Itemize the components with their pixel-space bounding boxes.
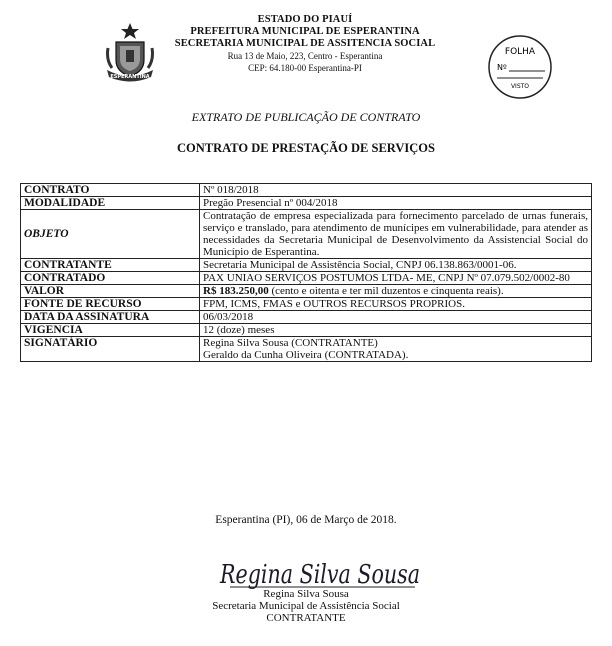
signer-role: CONTRATANTE <box>266 612 346 624</box>
table-row <box>21 298 592 311</box>
municipal-crest-logo <box>104 22 156 84</box>
row-label: VIGENCIA <box>21 324 200 337</box>
row-label: SIGNATÁRIO <box>21 337 200 362</box>
row-label: VALOR <box>21 285 200 298</box>
row-value: 06/03/2018 <box>200 311 592 324</box>
signature-script: Regina Silva Sousa <box>219 560 420 590</box>
signatario-contratante: Regina Silva Sousa (CONTRATANTE) <box>203 337 378 349</box>
row-value: Contratação de empresa especializada para fornecimento parcelado de urnas funerais, serviço e translado, para atendimento de munícipes em vulnerabilidade, para atender as necessidades da Secretaria Municipal de Desenvolvimento da Assistencial Social do Município de Esperantina. <box>200 210 592 259</box>
header-address: Rua 13 de Maio, 223, Centro - Esperantina <box>227 51 383 61</box>
table-row <box>21 184 592 197</box>
row-value: PAX UNIAO SERVIÇOS POSTUMOS LTDA- ME, CNPJ Nº 07.079.502/0002-80 <box>200 272 592 285</box>
row-value: 12 (doze) meses <box>200 324 592 337</box>
folha-stamp <box>487 34 553 100</box>
signer-block <box>0 588 612 624</box>
extrato-title: EXTRATO DE PUBLICAÇÃO DE CONTRATO <box>191 110 421 124</box>
table-row <box>21 324 592 337</box>
stamp-title: FOLHA <box>504 47 536 57</box>
letterhead <box>160 14 450 74</box>
header-secretaria: SECRETARIA MUNICIPAL DE ASSITENCIA SOCIAL <box>174 38 436 49</box>
row-label: MODALIDADE <box>21 197 200 210</box>
table-row <box>21 210 592 259</box>
valor-words: (cento e oitenta e ter mil duzentos e cinquenta reais). <box>268 285 504 297</box>
table-row <box>21 337 592 362</box>
row-value <box>200 285 592 298</box>
row-label: FONTE DE RECURSO <box>21 298 200 311</box>
row-value: FPM, ICMS, FMAS e OUTROS RECURSOS PROPRIOS. <box>200 298 592 311</box>
row-label: CONTRATADO <box>21 272 200 285</box>
table-row <box>21 197 592 210</box>
row-value: Nº 018/2018 <box>200 184 592 197</box>
table-row <box>21 285 592 298</box>
contract-table <box>20 183 592 362</box>
header-state: ESTADO DO PIAUÍ <box>257 14 353 25</box>
valor-amount: R$ 183.250,00 <box>203 285 269 297</box>
signer-org: Secretaria Municipal de Assistência Social <box>212 600 400 612</box>
header-cep: CEP: 64.180-00 Esperantina-PI <box>248 63 362 73</box>
row-value <box>200 337 592 362</box>
row-label: CONTRATANTE <box>21 259 200 272</box>
header-prefeitura: PREFEITURA MUNICIPAL DE ESPERANTINA <box>190 26 420 37</box>
signatario-contratada: Geraldo da Cunha Oliveira (CONTRATADA). <box>203 349 409 361</box>
row-value: Pregão Presencial nº 004/2018 <box>200 197 592 210</box>
contract-title: CONTRATO DE PRESTAÇÃO DE SERVIÇOS <box>177 141 435 155</box>
row-label: OBJETO <box>21 210 200 259</box>
stamp-number-label: Nº <box>497 63 507 72</box>
crest-text: ESPERANTINA <box>110 74 150 80</box>
table-row <box>21 259 592 272</box>
table-row <box>21 272 592 285</box>
row-label: DATA DA ASSINATURA <box>21 311 200 324</box>
table-row <box>21 311 592 324</box>
signer-name: Regina Silva Sousa <box>263 588 349 600</box>
row-label: CONTRATO <box>21 184 200 197</box>
row-value: Secretaria Municipal de Assistência Social, CNPJ 06.138.863/0001-06. <box>200 259 592 272</box>
stamp-footer: VISTO <box>510 83 530 90</box>
place-date: Esperantina (PI), 06 de Março de 2018. <box>215 514 397 526</box>
